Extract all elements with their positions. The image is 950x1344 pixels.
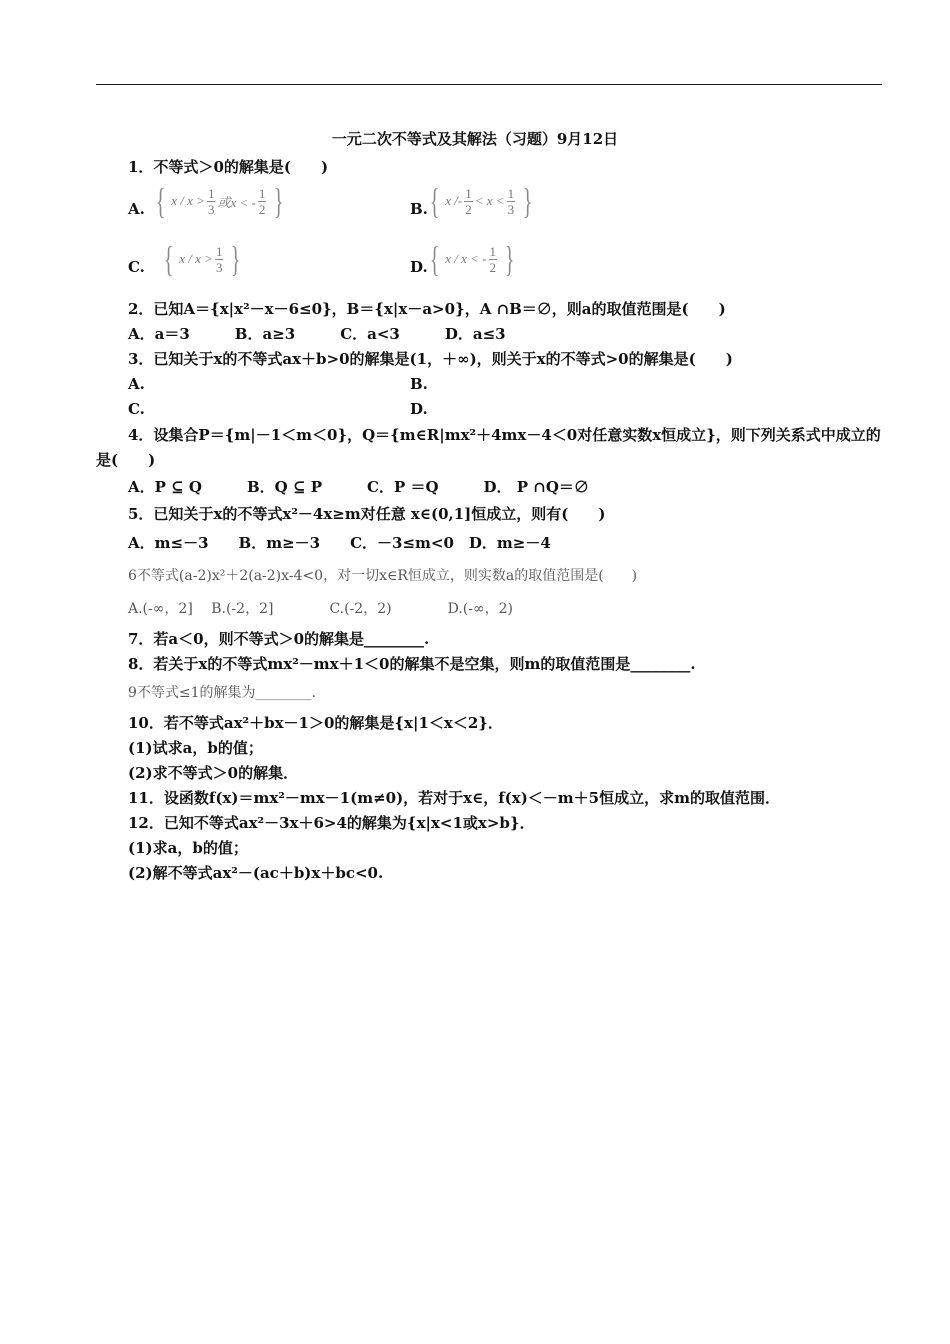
page-title: 一元二次不等式及其解法（习题）9月12日 (331, 130, 619, 148)
question-10-stem: 10．若不等式ax²＋bx－1＞0的解集是{x|1＜x＜2}． (128, 714, 503, 732)
fraction: $\frac{1}{3}$ (215, 243, 223, 275)
q1-option-d-label: D. (410, 258, 428, 276)
q1-option-c-set (158, 241, 247, 277)
question-8-stem: 8．若关于x的不等式mx²－mx＋1＜0的解集不是空集，则m的取值范围是________. (128, 655, 696, 673)
q1-option-b-set (424, 183, 538, 219)
set-lhs: x / x > (179, 251, 213, 266)
q3-option-a-label: A. (128, 375, 145, 393)
q3-option-d-label: D. (410, 400, 428, 418)
fraction: $\frac{1}{3}$ (207, 185, 215, 217)
q1-option-c-label: C. (128, 258, 145, 276)
question-3-stem: 3．已知关于x的不等式ax＋b>0的解集是(1，＋∞)，则关于x的不等式>0的解集是( ) (128, 350, 733, 368)
question-10-part-1: (1)试求a，b的值； (128, 739, 263, 757)
set-lhs: x / x > (171, 193, 205, 208)
set-lhs: x / x < - (445, 251, 487, 266)
question-12-part-2: (2)解不等式ax²－(ac＋b)x＋bc<0. (128, 864, 384, 882)
question-7-stem: 7．若a＜0，则不等式＞0的解集是________. (128, 630, 430, 648)
q1-option-b-label: B. (410, 200, 428, 218)
question-6-stem: 6不等式(a-2)x²＋2(a-2)x-4<0，对一切x∈R恒成立，则实数a的取值范围是( ) (128, 568, 638, 584)
brace-left-icon: { (163, 239, 174, 279)
question-2-options: A．a＝3 B．a≥3 C．a<3 D．a≤3 (128, 325, 506, 343)
question-2-stem: 2．已知A＝{x|x²－x－6≤0}，B＝{x|x－a>0}，A ∩B＝∅，则a的取值范围是( ) (128, 300, 726, 318)
brace-right-icon: } (274, 181, 284, 221)
set-lhs: x /- (445, 193, 463, 208)
fraction: $\frac{1}{2}$ (465, 185, 472, 217)
q1-option-a-label: A. (128, 200, 145, 218)
brace-left-icon: { (155, 181, 166, 221)
fraction: $\frac{1}{2}$ (489, 243, 497, 275)
brace-right-icon: } (231, 239, 241, 279)
fraction: $\frac{1}{2}$ (258, 185, 266, 217)
brace-left-icon: { (429, 181, 440, 221)
question-5-stem: 5．已知关于x的不等式x²－4x≥m对任意 x∈(0,1]恒成立，则有( ) (128, 505, 606, 523)
question-4-options: A．P ⊆ Q B．Q ⊆ P C．P ＝Q D． P ∩Q＝∅ (128, 478, 589, 496)
brace-right-icon: } (504, 239, 515, 279)
set-mid: 或x < - (217, 194, 256, 210)
q1-option-d-set (424, 241, 520, 277)
fraction: $\frac{1}{3}$ (507, 185, 515, 217)
brace-left-icon: { (429, 239, 440, 279)
question-5-options: A．m≤－3 B．m≥－3 C．－3≤m<0 D．m≥－4 (128, 534, 551, 552)
q3-option-c-label: C. (128, 400, 145, 418)
question-4-stem: 4．设集合P＝{m|－1＜m＜0}，Q＝{m∈R|mx²＋4mx－4＜0对任意实数x恒成立}，则下列关系式中成立的 (128, 426, 881, 444)
question-12-stem: 12．已知不等式ax²－3x＋6>4的解集为{x|x<1或x>b}． (128, 814, 535, 832)
question-11-stem: 11．设函数f(x)＝mx²－mx－1(m≠0)，若对于x∈，f(x)＜－m＋5恒成立，求m的取值范围． (128, 789, 780, 807)
set-mid: < x < (474, 193, 505, 208)
header-rule (96, 84, 882, 85)
question-1-stem: 1．不等式＞0的解集是( ) (128, 158, 329, 176)
question-4-stem-cont: 是( ) (96, 451, 156, 469)
question-9-stem: 9不等式≤1的解集为________. (128, 685, 316, 701)
question-6-options: A.(-∞，2] B.(-2，2] C.(-2，2) D.(-∞，2) (128, 601, 513, 617)
brace-right-icon: } (522, 181, 533, 221)
question-12-part-1: (1)求a，b的值； (128, 839, 248, 857)
q3-option-b-label: B. (410, 375, 428, 393)
question-10-part-2: (2)求不等式＞0的解集． (128, 764, 299, 782)
q1-option-a-set (150, 183, 290, 219)
